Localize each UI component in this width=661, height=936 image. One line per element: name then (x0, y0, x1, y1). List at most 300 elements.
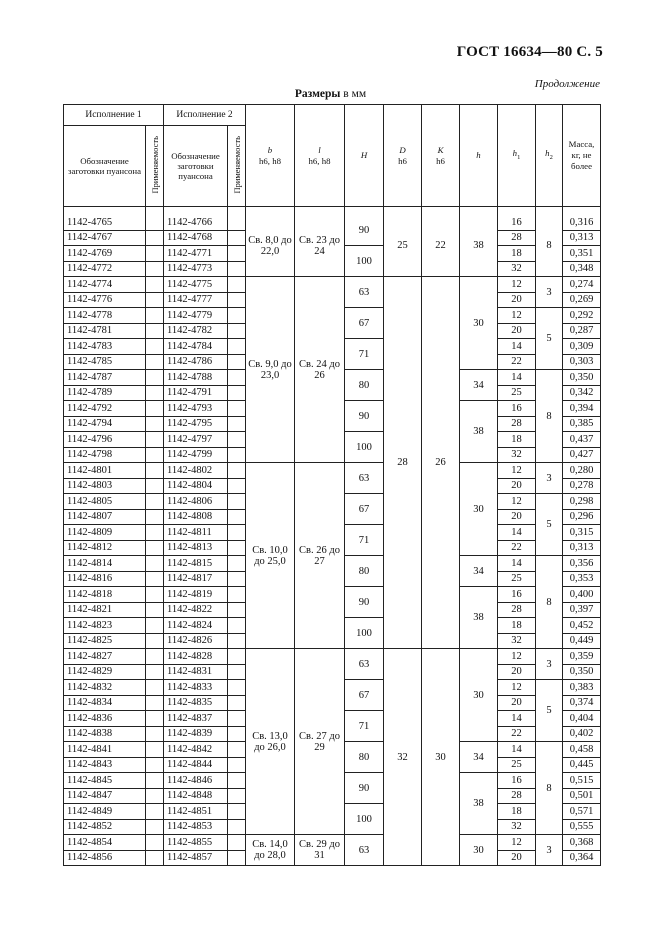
cell-applicability-1 (146, 494, 164, 510)
cell-h1-value: 32 (498, 261, 536, 277)
cell-mass-value: 0,316 (563, 215, 601, 230)
cell-h2-value: 5 (536, 494, 563, 556)
cell-h-value: 80 (345, 742, 384, 773)
header-h1 (498, 105, 536, 207)
cell-designation-2: 1142-4804 (164, 478, 228, 494)
cell-mass-value: 0,303 (563, 354, 601, 370)
header-h2-subscript: 2 (549, 153, 553, 161)
cell-applicability-2 (228, 230, 246, 246)
table-row (64, 463, 601, 479)
table-title-unit: в мм (340, 88, 367, 100)
cell-applicability-1 (146, 463, 164, 479)
cell-applicability-1 (146, 370, 164, 386)
cell-applicability-2 (228, 416, 246, 432)
table-title-bold: Размеры (294, 88, 341, 100)
cell-applicability-1 (146, 215, 164, 230)
cell-h1-value: 18 (498, 618, 536, 634)
cell-designation-1: 1142-4805 (64, 494, 146, 510)
cell-designation-2: 1142-4779 (164, 308, 228, 324)
cell-mass-value: 0,351 (563, 246, 601, 262)
cell-applicability-1 (146, 432, 164, 448)
header-l-tolerance: h6, h8 (308, 155, 331, 166)
cell-applicability-1 (146, 711, 164, 727)
cell-h2-value: 8 (536, 370, 563, 463)
cell-mass-value: 0,400 (563, 587, 601, 603)
cell-h-value: 34 (460, 742, 498, 773)
cell-mass-value: 0,515 (563, 773, 601, 789)
cell-applicability-2 (228, 556, 246, 572)
cell-h1-value: 20 (498, 695, 536, 711)
cell-designation-2: 1142-4824 (164, 618, 228, 634)
cell-applicability-2 (228, 261, 246, 277)
cell-h1-value: 12 (498, 649, 536, 665)
cell-h1-value: 22 (498, 540, 536, 556)
cell-h1-value: 12 (498, 835, 536, 851)
cell-h-value: 38 (460, 215, 498, 277)
cell-h1-value: 25 (498, 385, 536, 401)
header-l-symbol: l (318, 144, 321, 155)
cell-h-value: 90 (345, 215, 384, 246)
cell-designation-1: 1142-4774 (64, 277, 146, 293)
cell-designation-1: 1142-4825 (64, 633, 146, 649)
cell-h-value: 90 (345, 587, 384, 618)
cell-designation-2: 1142-4848 (164, 788, 228, 804)
cell-designation-1: 1142-4807 (64, 509, 146, 525)
cell-d-value: 32 (384, 649, 422, 866)
header-b-tolerance: h6, h8 (259, 155, 281, 166)
cell-h-value: 100 (345, 432, 384, 463)
spacer-cell (164, 207, 228, 216)
header-h (460, 105, 498, 207)
header-D-symbol: D (399, 144, 406, 155)
cell-h2-value: 3 (536, 463, 563, 494)
cell-designation-2: 1142-4826 (164, 633, 228, 649)
cell-h-value: 67 (345, 680, 384, 711)
cell-designation-1: 1142-4803 (64, 478, 146, 494)
cell-h1-value: 28 (498, 416, 536, 432)
dimensions-table (63, 104, 601, 866)
cell-b-value: Св. 9,0 до 23,0 (246, 277, 295, 463)
cell-applicability-1 (146, 835, 164, 851)
cell-applicability-1 (146, 277, 164, 293)
cell-applicability-1 (146, 308, 164, 324)
cell-applicability-2 (228, 726, 246, 742)
cell-designation-2: 1142-4791 (164, 385, 228, 401)
cell-designation-1: 1142-4845 (64, 773, 146, 789)
cell-applicability-2 (228, 633, 246, 649)
cell-h2-value: 3 (536, 649, 563, 680)
cell-h1-value: 28 (498, 788, 536, 804)
cell-applicability-1 (146, 819, 164, 835)
cell-mass-value: 0,309 (563, 339, 601, 355)
cell-applicability-2 (228, 277, 246, 293)
continuation-label: Продолжение (534, 78, 600, 90)
cell-designation-2: 1142-4817 (164, 571, 228, 587)
cell-designation-1: 1142-4854 (64, 835, 146, 851)
cell-mass-value: 0,292 (563, 308, 601, 324)
cell-designation-1: 1142-4847 (64, 788, 146, 804)
cell-designation-1: 1142-4834 (64, 695, 146, 711)
cell-applicability-1 (146, 478, 164, 494)
cell-h1-value: 20 (498, 850, 536, 866)
cell-designation-2: 1142-4833 (164, 680, 228, 696)
cell-h-value: 63 (345, 835, 384, 866)
cell-designation-2: 1142-4831 (164, 664, 228, 680)
cell-applicability-2 (228, 494, 246, 510)
cell-applicability-2 (228, 680, 246, 696)
cell-h1-value: 18 (498, 246, 536, 262)
cell-mass-value: 0,437 (563, 432, 601, 448)
cell-applicability-2 (228, 354, 246, 370)
cell-designation-1: 1142-4836 (64, 711, 146, 727)
cell-h1-value: 16 (498, 401, 536, 417)
cell-applicability-2 (228, 339, 246, 355)
cell-applicability-2 (228, 757, 246, 773)
table-title (0, 88, 661, 100)
cell-mass-value: 0,452 (563, 618, 601, 634)
cell-h-value: 30 (460, 649, 498, 742)
cell-h1-value: 14 (498, 339, 536, 355)
cell-mass-value: 0,374 (563, 695, 601, 711)
cell-designation-2: 1142-4766 (164, 215, 228, 230)
header-D (384, 105, 422, 207)
cell-h1-value: 14 (498, 525, 536, 541)
cell-applicability-2 (228, 649, 246, 665)
cell-mass-value: 0,383 (563, 680, 601, 696)
cell-applicability-2 (228, 788, 246, 804)
cell-designation-2: 1142-4782 (164, 323, 228, 339)
cell-designation-1: 1142-4789 (64, 385, 146, 401)
spacer-cell (422, 207, 460, 216)
cell-k-value: 30 (422, 649, 460, 866)
cell-mass-value: 0,298 (563, 494, 601, 510)
cell-h1-value: 25 (498, 571, 536, 587)
cell-mass-value: 0,404 (563, 711, 601, 727)
cell-mass-value: 0,342 (563, 385, 601, 401)
cell-h-value: 71 (345, 525, 384, 556)
cell-mass-value: 0,427 (563, 447, 601, 463)
cell-h-value: 63 (345, 277, 384, 308)
spacer-cell (536, 207, 563, 216)
cell-mass-value: 0,445 (563, 757, 601, 773)
cell-k-value: 22 (422, 215, 460, 277)
cell-h-value: 80 (345, 370, 384, 401)
cell-mass-value: 0,278 (563, 478, 601, 494)
cell-applicability-1 (146, 509, 164, 525)
cell-applicability-2 (228, 664, 246, 680)
cell-mass-value: 0,348 (563, 261, 601, 277)
cell-applicability-1 (146, 571, 164, 587)
cell-applicability-2 (228, 819, 246, 835)
cell-h-value: 71 (345, 711, 384, 742)
cell-applicability-2 (228, 292, 246, 308)
cell-applicability-2 (228, 385, 246, 401)
cell-b-value: Св. 13,0 до 26,0 (246, 649, 295, 835)
cell-mass-value: 0,350 (563, 664, 601, 680)
cell-h-value: 30 (460, 463, 498, 556)
cell-h1-value: 14 (498, 370, 536, 386)
cell-l-value: Св. 23 до 24 (295, 215, 345, 277)
dimensions-table-wrapper (63, 104, 600, 864)
cell-designation-2: 1142-4768 (164, 230, 228, 246)
cell-designation-2: 1142-4773 (164, 261, 228, 277)
cell-designation-1: 1142-4801 (64, 463, 146, 479)
cell-h2-value: 8 (536, 556, 563, 649)
cell-applicability-1 (146, 649, 164, 665)
cell-mass-value: 0,458 (563, 742, 601, 758)
cell-mass-value: 0,394 (563, 401, 601, 417)
cell-designation-2: 1142-4784 (164, 339, 228, 355)
cell-designation-1: 1142-4785 (64, 354, 146, 370)
cell-l-value: Св. 24 до 26 (295, 277, 345, 463)
cell-applicability-2 (228, 850, 246, 866)
cell-applicability-1 (146, 540, 164, 556)
cell-h-value: 80 (345, 556, 384, 587)
cell-applicability-1 (146, 602, 164, 618)
cell-designation-1: 1142-4852 (64, 819, 146, 835)
cell-h1-value: 12 (498, 680, 536, 696)
cell-mass-value: 0,353 (563, 571, 601, 587)
spacer-cell (460, 207, 498, 216)
cell-h1-value: 20 (498, 664, 536, 680)
header-execution-2: Исполнение 2 (164, 105, 246, 126)
cell-designation-1: 1142-4809 (64, 525, 146, 541)
cell-designation-1: 1142-4823 (64, 618, 146, 634)
cell-h2-value: 8 (536, 215, 563, 277)
header-h1-symbol: h (512, 148, 518, 159)
cell-designation-2: 1142-4797 (164, 432, 228, 448)
cell-applicability-2 (228, 525, 246, 541)
cell-applicability-2 (228, 540, 246, 556)
cell-designation-1: 1142-4767 (64, 230, 146, 246)
header-applicability-1 (146, 126, 164, 207)
cell-applicability-1 (146, 664, 164, 680)
spacer-cell (228, 207, 246, 216)
cell-h1-value: 12 (498, 277, 536, 293)
header-designation-2: Обозначение заготовки пуансона (164, 126, 228, 207)
cell-designation-2: 1142-4811 (164, 525, 228, 541)
cell-mass-value: 0,555 (563, 819, 601, 835)
cell-applicability-2 (228, 478, 246, 494)
cell-h-value: 34 (460, 556, 498, 587)
cell-designation-1: 1142-4812 (64, 540, 146, 556)
cell-designation-1: 1142-4838 (64, 726, 146, 742)
cell-mass-value: 0,397 (563, 602, 601, 618)
spacer-cell (64, 207, 146, 216)
cell-b-value: Св. 14,0 до 28,0 (246, 835, 295, 866)
cell-designation-1: 1142-4816 (64, 571, 146, 587)
cell-h1-value: 12 (498, 463, 536, 479)
cell-designation-2: 1142-4853 (164, 819, 228, 835)
header-K-tolerance: h6 (436, 155, 445, 166)
cell-designation-1: 1142-4769 (64, 246, 146, 262)
cell-h-value: 100 (345, 804, 384, 835)
cell-h1-value: 32 (498, 819, 536, 835)
cell-designation-1: 1142-4821 (64, 602, 146, 618)
cell-h1-value: 22 (498, 726, 536, 742)
cell-applicability-1 (146, 587, 164, 603)
cell-applicability-1 (146, 726, 164, 742)
cell-h2-value: 8 (536, 742, 563, 835)
cell-mass-value: 0,274 (563, 277, 601, 293)
cell-applicability-1 (146, 695, 164, 711)
cell-h1-value: 20 (498, 323, 536, 339)
table-body (64, 207, 601, 866)
cell-applicability-2 (228, 308, 246, 324)
cell-designation-2: 1142-4842 (164, 742, 228, 758)
cell-h1-value: 28 (498, 602, 536, 618)
cell-h-value: 38 (460, 401, 498, 463)
cell-h1-value: 25 (498, 757, 536, 773)
cell-mass-value: 0,368 (563, 835, 601, 851)
cell-k-value: 26 (422, 277, 460, 649)
cell-applicability-2 (228, 695, 246, 711)
cell-h-value: 67 (345, 308, 384, 339)
cell-mass-value: 0,449 (563, 633, 601, 649)
cell-mass-value: 0,269 (563, 292, 601, 308)
cell-h1-value: 14 (498, 711, 536, 727)
cell-applicability-1 (146, 230, 164, 246)
cell-designation-1: 1142-4856 (64, 850, 146, 866)
cell-h-value: 34 (460, 370, 498, 401)
cell-applicability-1 (146, 525, 164, 541)
cell-applicability-1 (146, 416, 164, 432)
cell-designation-2: 1142-4806 (164, 494, 228, 510)
cell-designation-1: 1142-4796 (64, 432, 146, 448)
cell-designation-2: 1142-4795 (164, 416, 228, 432)
cell-mass-value: 0,350 (563, 370, 601, 386)
cell-designation-2: 1142-4786 (164, 354, 228, 370)
cell-applicability-2 (228, 587, 246, 603)
cell-applicability-2 (228, 432, 246, 448)
cell-designation-2: 1142-4846 (164, 773, 228, 789)
cell-designation-2: 1142-4844 (164, 757, 228, 773)
cell-mass-value: 0,296 (563, 509, 601, 525)
cell-applicability-2 (228, 323, 246, 339)
cell-mass-value: 0,356 (563, 556, 601, 572)
cell-mass-value: 0,402 (563, 726, 601, 742)
cell-designation-2: 1142-4855 (164, 835, 228, 851)
cell-applicability-1 (146, 261, 164, 277)
cell-h-value: 71 (345, 339, 384, 370)
cell-l-value: Св. 27 до 29 (295, 649, 345, 835)
header-b-symbol: b (267, 144, 273, 155)
header-D-tolerance: h6 (398, 155, 407, 166)
cell-h1-value: 12 (498, 308, 536, 324)
cell-designation-1: 1142-4772 (64, 261, 146, 277)
table-row (64, 649, 601, 665)
cell-designation-2: 1142-4815 (164, 556, 228, 572)
cell-applicability-2 (228, 602, 246, 618)
cell-designation-2: 1142-4802 (164, 463, 228, 479)
header-applicability-1-text: Применяемость (149, 136, 160, 194)
header-designation-1: Обозначение заготовки пуансона (64, 126, 146, 207)
cell-applicability-2 (228, 370, 246, 386)
header-applicability-2-text: Применяемость (231, 136, 242, 194)
header-execution-1: Исполнение 1 (64, 105, 164, 126)
cell-applicability-1 (146, 850, 164, 866)
header-H-symbol: H (360, 150, 368, 160)
header-K-symbol: K (437, 144, 444, 155)
cell-designation-1: 1142-4827 (64, 649, 146, 665)
header-h2-symbol: h (545, 148, 550, 159)
header-mass: Масса, кг, не более (563, 105, 601, 207)
table-row (64, 215, 601, 230)
cell-designation-1: 1142-4776 (64, 292, 146, 308)
cell-h2-value: 5 (536, 308, 563, 370)
header-applicability-2 (228, 126, 246, 207)
cell-h1-value: 16 (498, 587, 536, 603)
cell-designation-1: 1142-4794 (64, 416, 146, 432)
cell-b-value: Св. 10,0 до 25,0 (246, 463, 295, 649)
cell-mass-value: 0,364 (563, 850, 601, 866)
cell-designation-2: 1142-4839 (164, 726, 228, 742)
cell-applicability-1 (146, 401, 164, 417)
cell-d-value: 28 (384, 277, 422, 649)
cell-designation-2: 1142-4828 (164, 649, 228, 665)
document-header: ГОСТ 16634—80 С. 5 (456, 44, 603, 60)
header-l (295, 105, 345, 207)
cell-h-value: 67 (345, 494, 384, 525)
spacer-row (64, 207, 601, 216)
cell-h2-value: 3 (536, 835, 563, 866)
cell-designation-2: 1142-4851 (164, 804, 228, 820)
cell-designation-1: 1142-4843 (64, 757, 146, 773)
cell-designation-2: 1142-4837 (164, 711, 228, 727)
spacer-cell (146, 207, 164, 216)
cell-h1-value: 32 (498, 447, 536, 463)
spacer-cell (295, 207, 345, 216)
cell-designation-1: 1142-4781 (64, 323, 146, 339)
table-row (64, 277, 601, 293)
cell-h1-value: 18 (498, 432, 536, 448)
cell-mass-value: 0,315 (563, 525, 601, 541)
cell-designation-1: 1142-4841 (64, 742, 146, 758)
cell-applicability-2 (228, 509, 246, 525)
cell-mass-value: 0,571 (563, 804, 601, 820)
cell-h-value: 63 (345, 649, 384, 680)
cell-designation-2: 1142-4775 (164, 277, 228, 293)
cell-mass-value: 0,313 (563, 230, 601, 246)
cell-applicability-1 (146, 556, 164, 572)
spacer-cell (563, 207, 601, 216)
cell-mass-value: 0,313 (563, 540, 601, 556)
cell-h1-value: 20 (498, 292, 536, 308)
cell-designation-2: 1142-4799 (164, 447, 228, 463)
cell-designation-1: 1142-4814 (64, 556, 146, 572)
cell-designation-1: 1142-4849 (64, 804, 146, 820)
cell-h-value: 90 (345, 401, 384, 432)
cell-b-value: Св. 8,0 до 22,0 (246, 215, 295, 277)
table-row (64, 835, 601, 851)
cell-h-value: 38 (460, 587, 498, 649)
cell-h-value: 63 (345, 463, 384, 494)
cell-mass-value: 0,280 (563, 463, 601, 479)
cell-h1-value: 14 (498, 742, 536, 758)
cell-designation-2: 1142-4819 (164, 587, 228, 603)
cell-designation-1: 1142-4832 (64, 680, 146, 696)
header-h-symbol: h (476, 150, 481, 160)
cell-designation-2: 1142-4788 (164, 370, 228, 386)
cell-designation-2: 1142-4771 (164, 246, 228, 262)
header-h1-subscript: 1 (517, 153, 521, 161)
cell-h1-value: 32 (498, 633, 536, 649)
cell-h1-value: 14 (498, 556, 536, 572)
cell-applicability-2 (228, 463, 246, 479)
cell-mass-value: 0,501 (563, 788, 601, 804)
cell-h1-value: 28 (498, 230, 536, 246)
cell-applicability-1 (146, 680, 164, 696)
